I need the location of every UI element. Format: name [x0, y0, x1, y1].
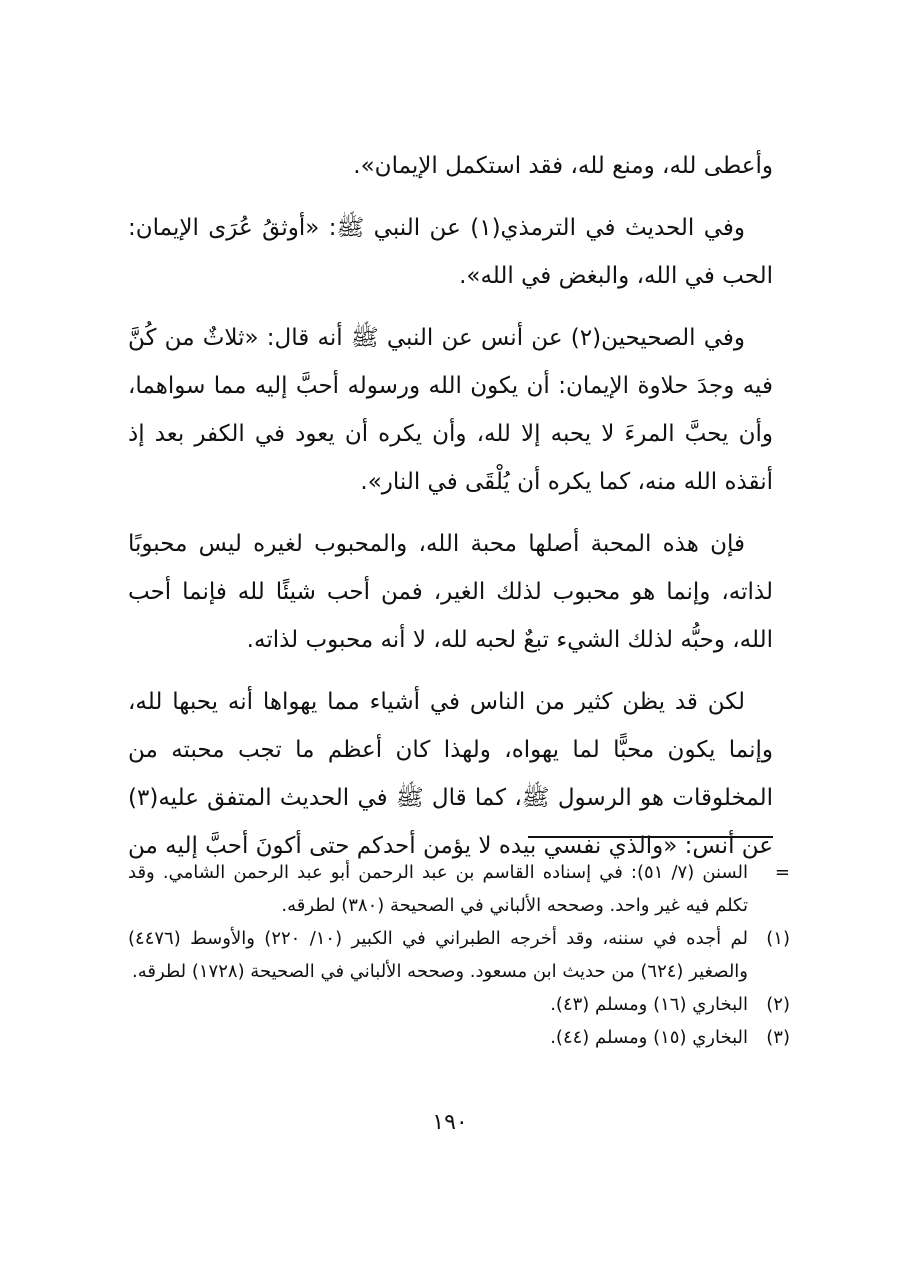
footnote-1 — [128, 922, 790, 988]
footnote-mark: (٢) — [766, 994, 790, 1015]
page-number: ١٩٠ — [432, 1110, 468, 1135]
footnote-text: السنن (٧/ ٥١): في إسناده القاسم بن عبد الرحمن أبو عبد الرحمن الشامي. وقد تكلم فيه غير واحد. وصححه الألباني في الصحيحة (٣٨٠) لطرقه. — [128, 862, 749, 916]
footnote-3 — [128, 1021, 790, 1054]
paragraph-tirmidhi-hadith: وفي الحديث في الترمذي(١) عن النبي ﷺ: «أوثقُ عُرَى الإيمان: الحب في الله، والبغض في الله». — [128, 215, 773, 289]
footnote-text: لم أجده في سننه، وقد أخرجه الطبراني في الكبير (١٠/ ٢٢٠) والأوسط (٤٤٧٦) والصغير (٦٢٤) من حديث ابن مسعود. وصححه الألباني في الصحيحة (١٧٢٨) لطرقه. — [128, 928, 748, 982]
paragraph-continuation: وأعطى لله، ومنع لله، فقد استكمل الإيمان». — [353, 153, 773, 179]
paragraph-sahihayn-hadith: وفي الصحيحين(٢) عن أنس عن النبي ﷺ أنه قال: «ثلاثٌ من كُنَّ فيه وجدَ حلاوة الإيمان: أن يكون الله ورسوله أحبَّ إليه مما سواهما، وأن يحبَّ المرءَ لا يحبه إلا لله، وأن يكره أن يعود في الكفر بعد إذ أنقذه الله منه، كما يكره أن يُلْقَى في النار». — [128, 325, 773, 495]
footnote-mark: (١) — [766, 928, 790, 949]
footnote-text: البخاري (١٥) ومسلم (٤٤). — [550, 1027, 748, 1048]
footnote-text: البخاري (١٦) ومسلم (٤٣). — [550, 994, 748, 1015]
footnote-separator — [528, 836, 773, 838]
paragraph-love-of-messenger: لكن قد يظن كثير من الناس في أشياء مما يهواها أنه يحبها لله، وإنما يكون محبًّا لما يهواه، ولهذا كان أعظم ما تجب محبته من المخلوقات هو الرسول ﷺ، كما قال ﷺ في الحديث المتفق عليه(٣) عن أنس: «والذي نفسي بيده لا يؤمن أحدكم حتى أكونَ أحبَّ إليه من — [128, 689, 773, 859]
footnote-continued — [128, 856, 790, 922]
main-text — [128, 142, 773, 884]
footnote-2 — [128, 988, 790, 1021]
paragraph-love-of-allah: فإن هذه المحبة أصلها محبة الله، والمحبوب لغيره ليس محبوبًا لذاته، وإنما هو محبوب لذلك الغير، فمن أحب شيئًا لله فإنما أحب الله، وحبُّه لذلك الشيء تبعٌ لحبه لله، لا أنه محبوب لذاته. — [128, 531, 773, 653]
footnote-mark: = — [774, 862, 790, 883]
footnote-mark: (٣) — [766, 1027, 790, 1048]
footnotes — [128, 856, 790, 1054]
